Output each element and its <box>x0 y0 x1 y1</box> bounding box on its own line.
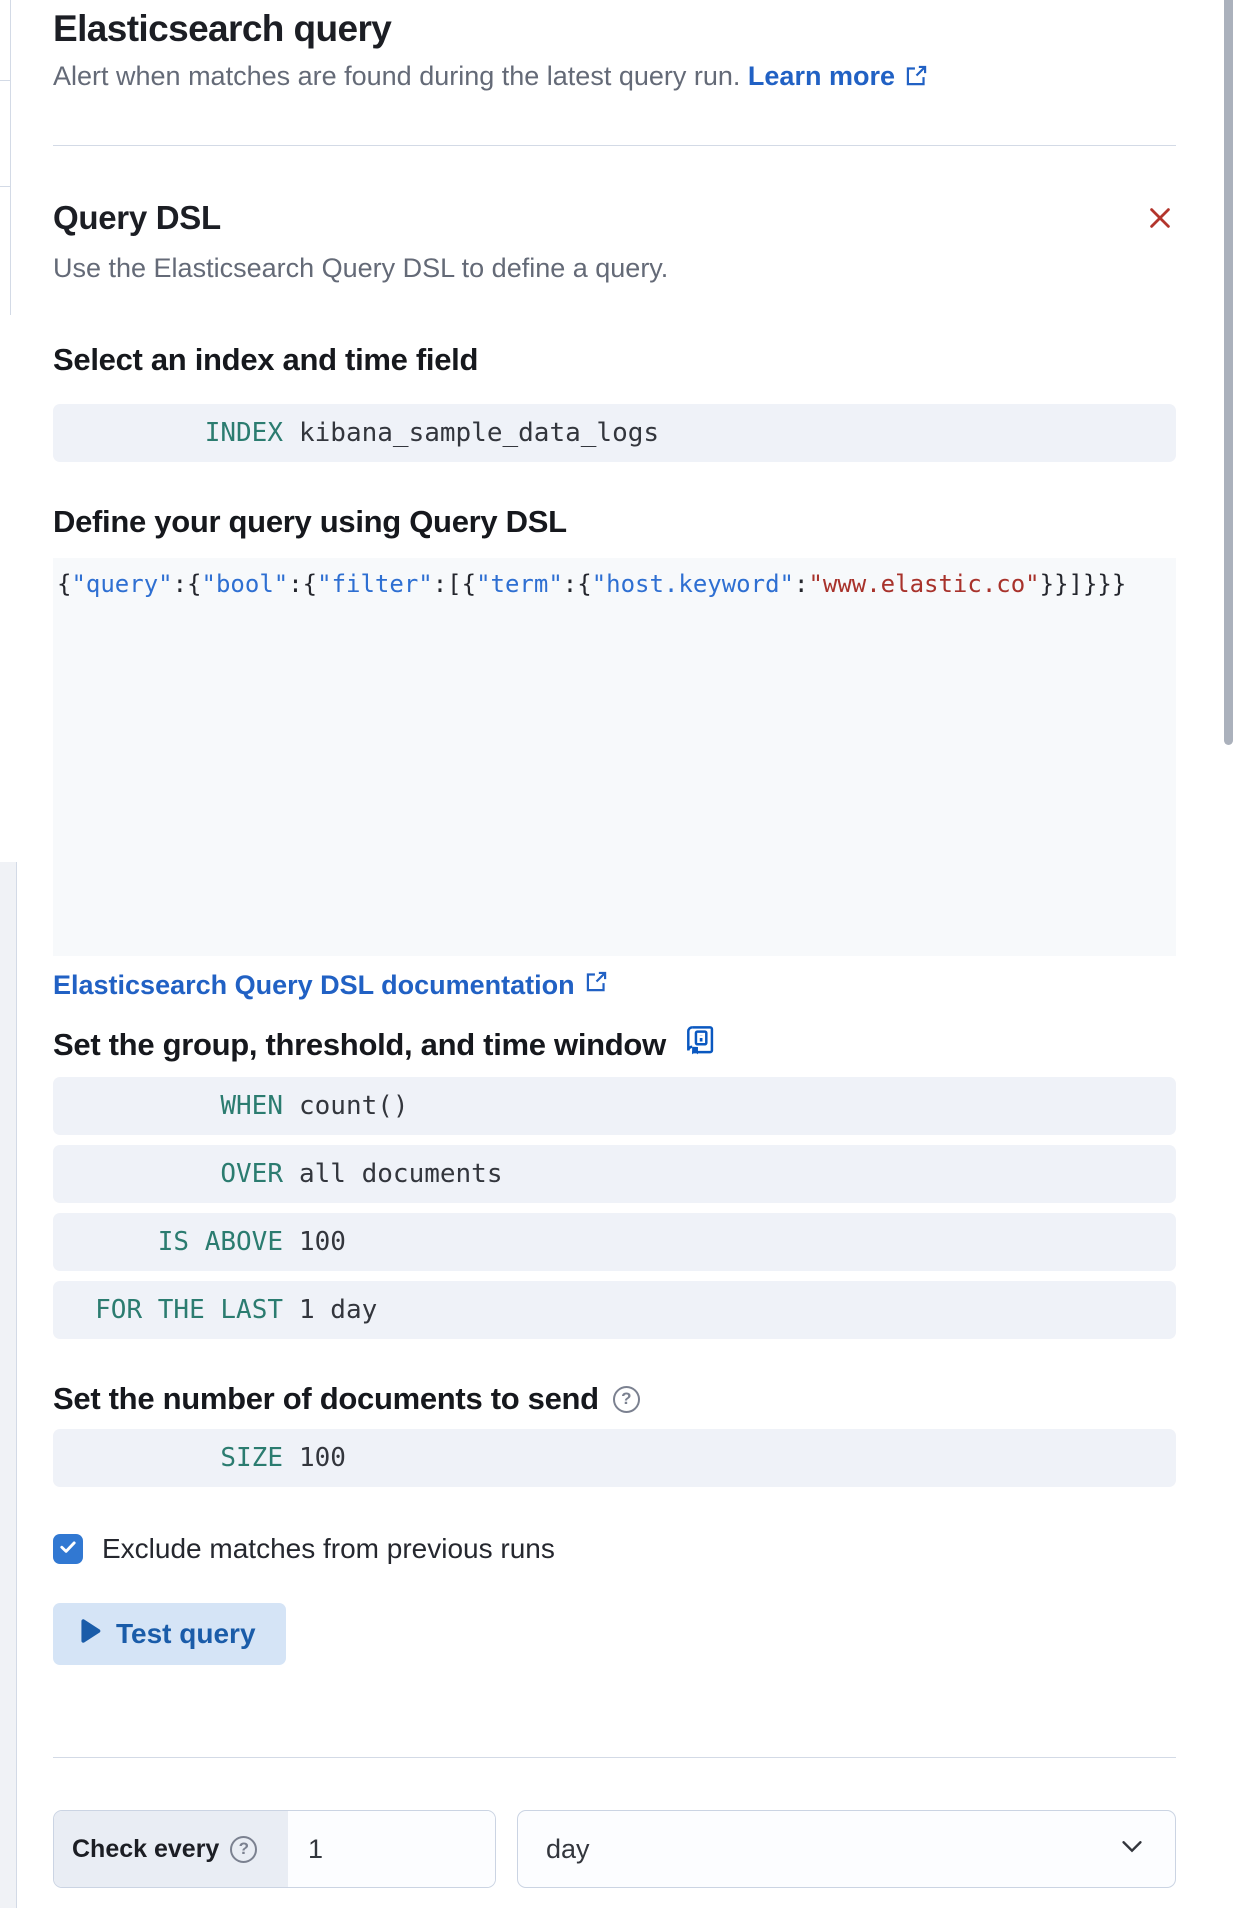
rule-type-description <box>53 58 1176 97</box>
expression-value: 1 day <box>299 1295 378 1325</box>
page-edge-border <box>10 0 11 315</box>
play-icon <box>79 1618 101 1650</box>
checkmark-icon <box>57 1533 79 1565</box>
exclude-matches-checkbox[interactable] <box>53 1534 83 1564</box>
rule-type-title: Elasticsearch query <box>53 8 392 49</box>
page-edge-panel <box>0 862 17 1908</box>
check-every-label-text: Check every <box>72 1834 220 1863</box>
expression-field-when[interactable] <box>53 1077 1176 1135</box>
code-segment: "term" <box>476 570 563 598</box>
expression-value: all documents <box>299 1159 503 1189</box>
book-info-icon[interactable] <box>682 1024 718 1065</box>
interval-input[interactable] <box>288 1811 495 1887</box>
code-line <box>57 568 1170 600</box>
code-segment: "www.elastic.co" <box>808 570 1040 598</box>
size-expression-field[interactable] <box>53 1429 1176 1487</box>
expression-list <box>53 1077 1176 1339</box>
index-expression-field[interactable] <box>53 404 1176 462</box>
code-segment: : <box>793 570 809 598</box>
expression-value: count() <box>299 1091 409 1121</box>
exclude-previous-matches-row <box>53 1533 1176 1565</box>
dsl-documentation-label: Elasticsearch Query DSL documentation <box>53 970 575 1000</box>
test-query-button[interactable] <box>53 1603 286 1665</box>
code-segment: "bool" <box>201 570 289 598</box>
code-segment: :{ <box>288 570 318 598</box>
group-threshold-heading: Set the group, threshold, and time window <box>53 1026 666 1062</box>
interval-unit-select[interactable] <box>517 1810 1176 1888</box>
expression-keyword: SIZE <box>220 1443 283 1473</box>
expression-keyword: OVER <box>220 1159 283 1189</box>
expression-field-threshold[interactable] <box>53 1213 1176 1271</box>
interval-unit-value: day <box>546 1833 590 1864</box>
code-segment: { <box>57 570 72 598</box>
rule-type-description-text: Alert when matches are found during the latest query run. <box>53 61 741 91</box>
question-circle-icon[interactable]: ? <box>230 1836 257 1863</box>
expression-keyword: IS ABOVE <box>157 1227 283 1257</box>
remove-query-dsl-button[interactable] <box>1144 202 1176 234</box>
schedule-divider <box>53 1757 1176 1758</box>
index-section-heading: Select an index and time field <box>53 342 479 377</box>
external-link-icon <box>584 968 609 1002</box>
code-segment: :[{ <box>432 570 477 598</box>
define-query-heading: Define your query using Query DSL <box>53 504 567 539</box>
expression-keyword: INDEX <box>204 418 283 448</box>
exclude-matches-label: Exclude matches from previous runs <box>102 1533 555 1564</box>
query-dsl-description: Use the Elasticsearch Query DSL to define a query. <box>53 253 669 283</box>
learn-more-link[interactable] <box>748 61 929 91</box>
chevron-down-icon <box>1117 1831 1147 1868</box>
vertical-scrollbar[interactable] <box>1224 0 1233 745</box>
dsl-documentation-link[interactable] <box>53 968 609 1002</box>
page-edge-tick <box>0 186 10 187</box>
test-query-label: Test query <box>116 1618 256 1649</box>
check-every-label <box>54 1811 288 1887</box>
code-segment: :{ <box>172 570 202 598</box>
cross-icon <box>1146 220 1174 235</box>
learn-more-label: Learn more <box>747 61 895 91</box>
expression-keyword: FOR THE LAST <box>95 1295 283 1325</box>
expression-keyword: WHEN <box>220 1091 283 1121</box>
expression-field-time-window[interactable] <box>53 1281 1176 1339</box>
code-segment: "host.keyword" <box>591 570 794 598</box>
size-section-heading: Set the number of documents to send <box>53 1381 599 1416</box>
header-divider <box>53 145 1176 146</box>
expression-value: kibana_sample_data_logs <box>299 418 660 448</box>
external-link-icon <box>904 61 929 97</box>
page-edge-tick <box>0 80 10 81</box>
expression-value: 100 <box>299 1443 346 1473</box>
question-circle-icon[interactable]: ? <box>613 1386 640 1413</box>
code-segment: "filter" <box>317 570 433 598</box>
expression-value: 100 <box>299 1227 346 1257</box>
code-segment: }}]}}} <box>1039 570 1127 598</box>
expression-field-over[interactable] <box>53 1145 1176 1203</box>
check-every-group <box>53 1810 496 1888</box>
query-dsl-code-editor[interactable] <box>53 558 1176 956</box>
query-dsl-heading: Query DSL <box>53 199 221 236</box>
code-segment: :{ <box>562 570 592 598</box>
code-segment: "query" <box>71 570 173 598</box>
